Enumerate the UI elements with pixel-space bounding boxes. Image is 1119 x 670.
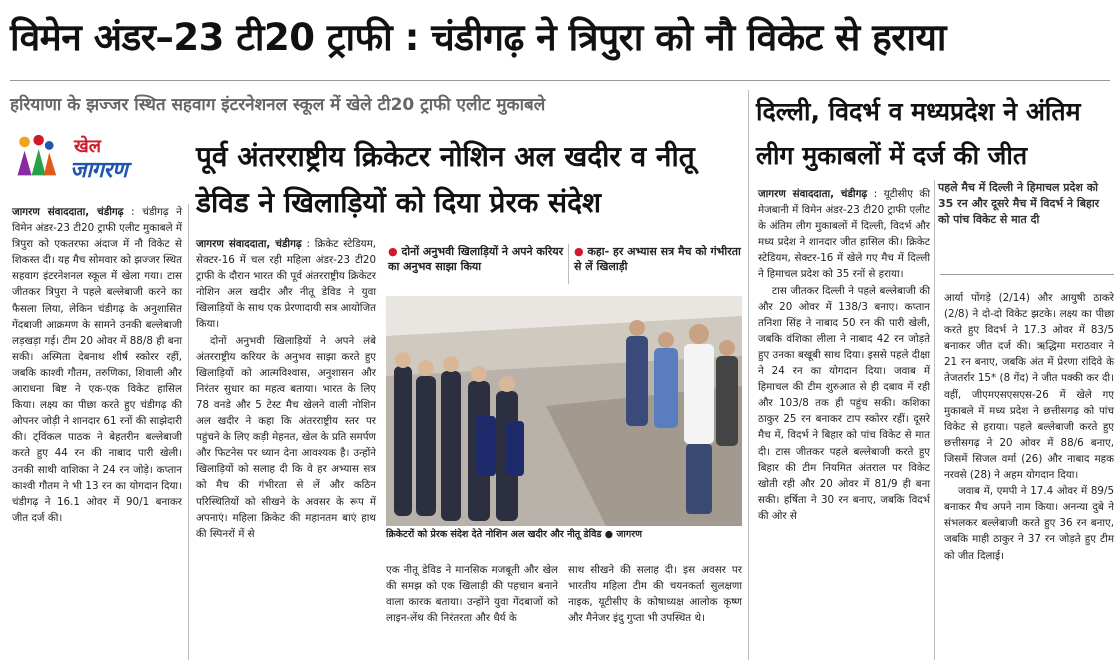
kicker-line: हरियाणा के झज्जर स्थित सहवाग इंटरनेशनल स्कूल में खेले टी20 ट्राफी एलीट मुकाबले	[10, 95, 546, 115]
col4-text: साथ सीखने की सलाह दी। इस अवसर पर भारतीय महिला टीम की चयनकर्ता सुलक्षणा नाइक, यूटीसीए के कोषाध्यक्ष आलोक कृष्ण और मैनेजर इंदु गुप्ता भी उपस्थित थे।	[568, 564, 742, 625]
sports-figures-icon	[14, 132, 58, 180]
sub-headline: पूर्व अंतरराष्ट्रीय क्रिकेटर नोशिन अल खदीर व नीतू डेविड ने खिलाड़ियों को दिया प्रेरक संदेश	[196, 140, 695, 219]
col1-text: : चंडीगढ़ ने विमेन अंडर-23 टी20 ट्राफी एलीट मुकाबले में त्रिपुरा को एकतरफा अंदाज में नौ विकेट से शिकस्त दी। यह मैच सोमवार को झज्जर स्थित सहवाग इंटरनेशनल स्कूल में खेला गया। टास जीतकर त्रिपुरा ने पहले बल्लेबाजी करने का फैसला लिया, लेकिन चंडीगढ़ के अनुशासित गेंदबाजी आक्रमण के सामने उनकी बल्लेबाजी लड़खड़ा गई। टीम 20 ओवर में 88/8 ही बना सकी। अस्मिता देबनाथ शीर्ष स्कोरर रहीं, जबकि काश्वी गौतम, तरुणिका, शिवाली और आराधना बिष्ट ने एक-एक विकेट हासिल किया। लक्ष्य का पीछा करते हुए चंडीगढ़ की ओपनर जोड़ी ने शानदार 61 रनों की साझेदारी की। ट्विंकल पाठक ने बेहतरीन बल्लेबाजी करते हुए 44 रन की नाबाद पारी खेली। उनकी साथी वाशिका ने 24 रन जोड़े। कप्तान काश्वी गौतम ने भी 13 रन का योगदान दिया। चंडीगढ़ ने 16.1 ओवर में 90/1 बनाकर जीत दर्ज की।	[12, 206, 183, 524]
summary-box-rule	[940, 274, 1114, 275]
article-column-1	[12, 204, 182, 526]
right-column-rule	[748, 90, 749, 660]
column-rule-1	[188, 204, 189, 660]
byline: जागरण संवाददाता, चंडीगढ़	[196, 238, 302, 250]
col3-text: एक नीतू डेविड ने मानसिक मजबूती और खेल की समझ को एक खिलाड़ी की पहचान बनाने वाला कारक बताया। उन्होंने युवा गेंदबाजों को लाइन-लेंथ की निरंतरता और धैर्य के	[386, 564, 558, 625]
col2-p2: दोनों अनुभवी खिलाड़ियों ने अपने लंबे अंतरराष्ट्रीय करियर के अनुभव साझा करते हुए खिलाड़ियों को आत्मविश्वास, अनुशासन और निरंतर सुधार का महत्व बताया। भारत के लिए 78 वनडे और 5 टेस्ट मैच खेलने वाली नोशिन अल खदीर ने कहा कि अंतरराष्ट्रीय स्तर पर पहुंचने के लिए कड़ी मेहनत, खेल के प्रति समर्पण और फिटनेस पर ध्यान देना आवश्यक है। उन्होंने खिलाड़ियों को सलाह दी कि वे हर अभ्यास सत्र को मैच की गंभीरता से लें और कठिन परिस्थितियों को सीखने के अवसर के रूप में अपनाएं। महिला क्रिकेट की महानतम बाएं हाथ की स्पिनरों में से	[196, 334, 376, 540]
col6-p1: आर्या पोंगड़े (2/14) और आयुषी ठाकरे (2/8) ने दो-दो विकेट झटके। लक्ष्य का पीछा करते हुए विदर्भ ने 17.3 ओवर में 83/5 बनाकर जीत दर्ज की। ऋद्धिमा मराठवार ने 21 रन बनाए, जबकि अंत में प्रेरणा रांदिवे के तेजतर्रार 15* (8 गेंद) ने जीत पक्की कर दी। वहीं, जीएमएसएसएस-26 में खेले गए मुकाबले में मध्य प्रदेश ने छत्तीसगढ़ को पांच विकेट से हराया। पहले बल्लेबाजी करते हुए छत्तीसगढ़ ने 20 ओवर में 88/6 बनाए, जिसमें सिजल वर्मा (26) और नाबाद महक नरवसे (28) ने अहम योगदान दिया।	[944, 292, 1114, 482]
callout-divider	[568, 244, 569, 284]
article-column-6	[944, 290, 1114, 564]
summary-box: पहले मैच में दिल्ली ने हिमाचल प्रदेश को 35 रन और दूसरे मैच में विदर्भ ने बिहार को पांच विकेट से मात दी	[938, 181, 1100, 226]
article-column-4	[568, 562, 742, 626]
callout-2-text: कहा- हर अभ्यास सत्र मैच को गंभीरता से लें खिलाड़ी	[574, 245, 741, 273]
right-headline: दिल्ली, विदर्भ व मध्यप्रदेश ने अंतिम लीग मुकाबलों में दर्ज की जीत	[756, 97, 1081, 170]
column-rule-5	[934, 180, 935, 660]
callout-1: ● दोनों अनुभवी खिलाड़ियों ने अपने करियर का अनुभव साझा किया	[388, 245, 564, 273]
headline-rule	[10, 80, 1110, 81]
photo-caption: क्रिकेटरों को प्रेरक संदेश देते नोशिन अल खदीर और नीतू डेविड ● जागरण	[386, 529, 642, 540]
article-photo	[386, 296, 742, 526]
khel-jagran-logo	[14, 132, 174, 196]
article-column-5	[758, 186, 930, 524]
callout-2: ● कहा- हर अभ्यास सत्र मैच को गंभीरता से लें खिलाड़ी	[574, 245, 741, 273]
col6-p2: जवाब में, एमपी ने 17.4 ओवर में 89/5 बनाकर मैच अपने नाम किया। अनन्या दुबे ने संभलकर बल्लेबाजी करते हुए 36 रन बनाए, जबकि माही ठाकुर ने 37 रन जोड़ते हुए टीम को जीत दिलाई।	[944, 485, 1114, 562]
logo-jagran-text: जागरण	[70, 158, 128, 183]
col2-p1: : क्रिकेट स्टेडियम, सेक्टर-16 में चल रही महिला अंडर-23 टी20 ट्राफी के दौरान भारत की पूर्व अंतरराष्ट्रीय क्रिकेटर नोशिन अल खदीर और नीतू डेविड ने युवा खिलाड़ियों के साथ एक प्रेरणादायी सत्र आयोजित किया।	[196, 238, 377, 331]
article-column-3	[386, 562, 558, 626]
col5-p1: : यूटीसीए की मेजबानी में विमेन अंडर-23 टी20 ट्राफी एलीट के अंतिम लीग मुकाबलों में दिल्ली, विदर्भ और मध्य प्रदेश ने शानदार जीत हासिल की। क्रिकेट स्टेडियम, सेक्टर-16 में खेले गए मैच में दिल्ली ने हिमाचल प्रदेश को 35 रनों से हराया।	[758, 188, 931, 281]
col5-p2: टास जीतकर दिल्ली ने पहले बल्लेबाजी की और 20 ओवर में 138/3 बनाए। कप्तान तनिशा सिंह ने नाबाद 50 रन की पारी खेली, जबकि वंशिका लीला ने नाबाद 42 रन जोड़ते हुए उनका बखूबी साथ दिया। इससे पहले दीक्षा ने 24 रन का योगदान दिया। जवाब में हिमाचल की टीम शुरुआत से ही दबाव में रही और 103/8 तक ही पहुंच सकी। कशिका ठाकुर 25 रन बनाकर टाप स्कोरर रहीं। दूसरे मैच में, विदर्भ ने बिहार को पांच विकेट से मात दी। टास जीतकर पहले बल्लेबाजी करते हुए बिहार की टीम नियमित अंतराल पर विकेट खोती रही और 20 ओवर में 81/9 ही बना सकी। हर्षिता ने 30 रन बनाए, जबकि विदर्भ की ओर से	[758, 284, 930, 522]
byline: जागरण संवाददाता, चंडीगढ़	[12, 206, 124, 218]
article-column-2	[196, 236, 376, 542]
byline: जागरण संवाददाता, चंडीगढ़	[758, 188, 868, 200]
callout-1-text: दोनों अनुभवी खिलाड़ियों ने अपने करियर का अनुभव साझा किया	[388, 245, 564, 273]
logo-khel-text: खेल	[74, 136, 101, 157]
main-headline: विमेन अंडर–23 टी20 ट्राफी : चंडीगढ़ ने त्रिपुरा को नौ विकेट से हराया	[10, 16, 946, 59]
